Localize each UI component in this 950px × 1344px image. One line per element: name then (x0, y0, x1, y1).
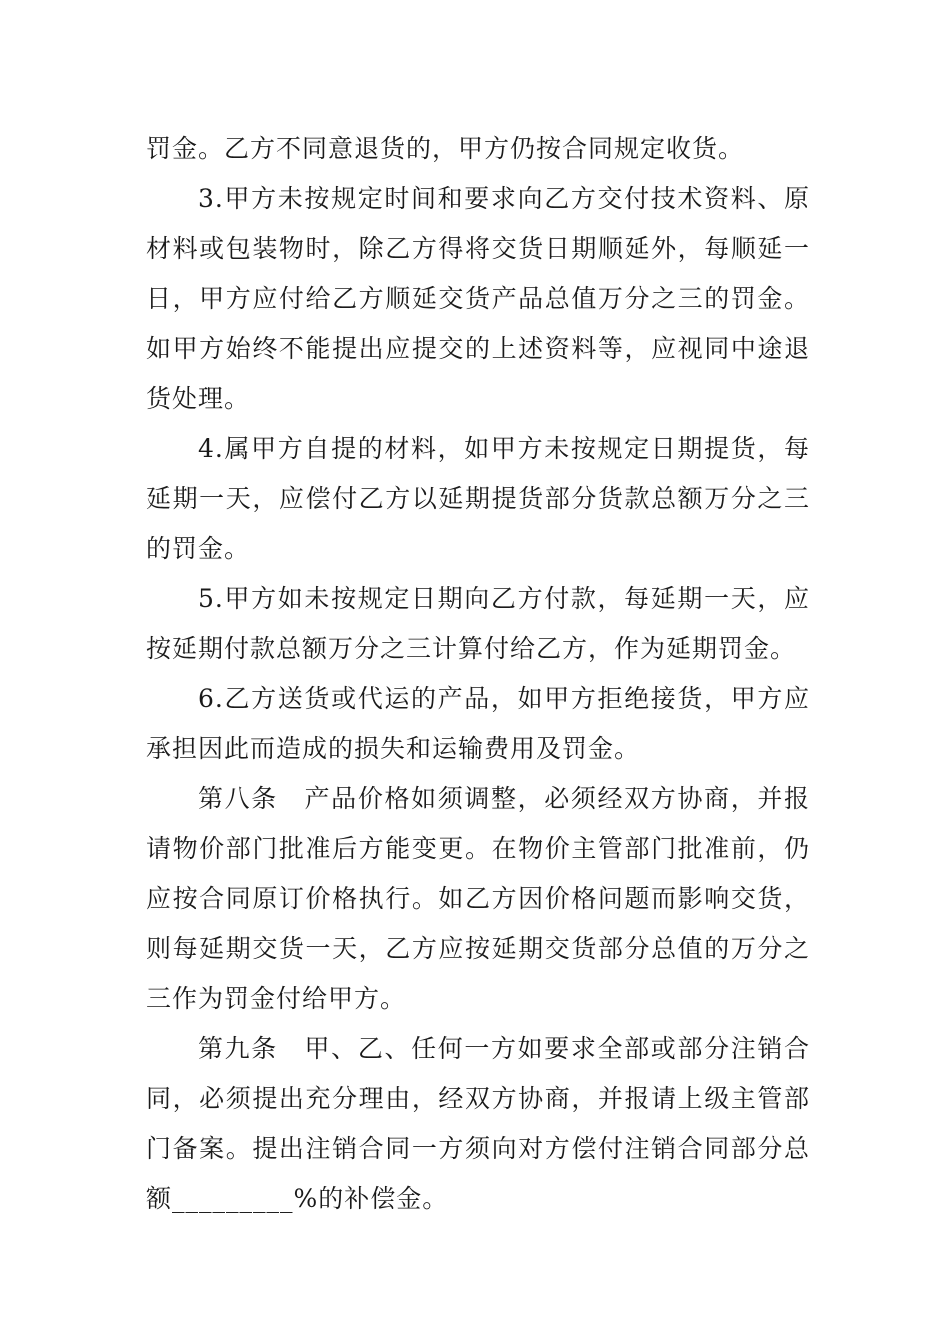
paragraph-article-8: 第八条 产品价格如须调整，必须经双方协商，并报请物价部门批准后方能变更。在物价主管部门批准前，仍应按合同原订价格执行。如乙方因价格问题而影响交货，则每延期交货一天，乙方应按延期交货部分总值的万分之三作为罚金付给甲方。 (146, 784, 810, 1013)
paragraph-clause-3: 3.甲方未按规定时间和要求向乙方交付技术资料、原材料或包装物时，除乙方得将交货日期顺延外，每顺延一日，甲方应付给乙方顺延交货产品总值万分之三的罚金。如甲方始终不能提出应提交的上述资料等，应视同中途退货处理。 (146, 184, 810, 413)
paragraph-clause-4: 4.属甲方自提的材料，如甲方未按规定日期提货，每延期一天，应偿付乙方以延期提货部分货款总额万分之三的罚金。 (146, 434, 810, 563)
paragraph-penalty-continuation: 罚金。乙方不同意退货的，甲方仍按合同规定收货。 (146, 134, 745, 163)
paragraph-clause-6: 6.乙方送货或代运的产品，如甲方拒绝接货，甲方应承担因此而造成的损失和运输费用及罚金。 (146, 684, 810, 763)
document-body (146, 124, 810, 1224)
paragraph-article-9: 第九条 甲、乙、任何一方如要求全部或部分注销合同，必须提出充分理由，经双方协商，并报请上级主管部门备案。提出注销合同一方须向对方偿付注销合同部分总额_________%的补偿金。 (146, 1034, 810, 1213)
paragraph-clause-5: 5.甲方如未按规定日期向乙方付款，每延期一天，应按延期付款总额万分之三计算付给乙方，作为延期罚金。 (146, 584, 810, 663)
